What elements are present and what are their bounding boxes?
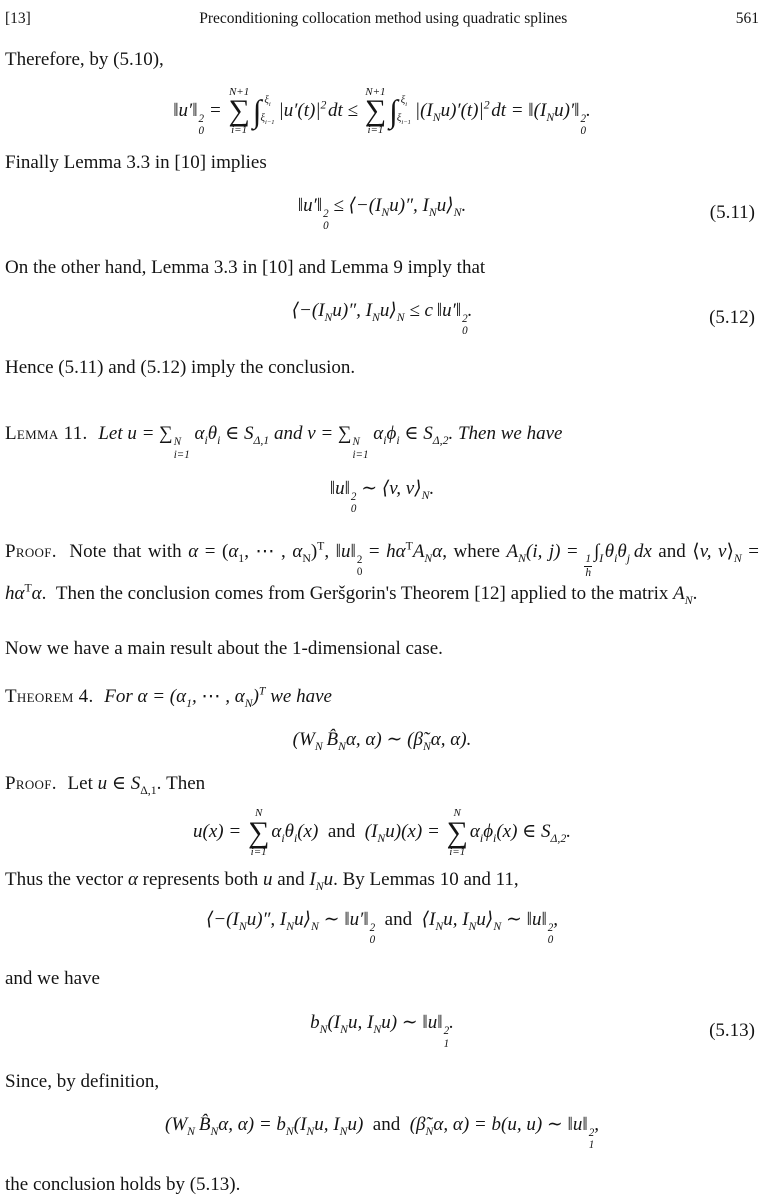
lemma-11-body: Let u = ∑ N i=1 $\alpha_i\theta_i$ ∈ $S_{\Delta,1}$ and v = ∑ N i=1 $\alpha_i\phi_i$ ∈ $S_{\Delta,2}$. Then we have (98, 423, 563, 461)
display-equation-5-13 (5, 1011, 759, 1050)
proof-label-1: Proof. (5, 540, 57, 562)
u-expansion-formula: u(x) = N ∑ i=1 $\alpha_i\theta_i(x)$ and $(I_Nu)(x)$ = N ∑ i=1 $\alpha_i\phi_i(x)$ ∈ $S_{\Delta,2}$. (193, 807, 571, 859)
header-citation-number: [13] (5, 10, 31, 27)
paragraph-now-main-result: Now we have a main result about the 1-dimensional case. (5, 637, 443, 659)
display-equation-norm-chain (5, 87, 759, 138)
proof-theorem-4-body: Let u ∈ $S_{\Delta,1}$. Then (67, 772, 206, 797)
equation-number-5-11: (5.11) (709, 202, 755, 224)
paragraph-therefore: Therefore, by (5.10), (5, 49, 164, 70)
paragraph-conclusion: the conclusion holds by (5.13). (5, 1174, 241, 1196)
page-header (5, 8, 759, 28)
equation-5-11-formula: ‖u′‖ 2 0 ≤ $⟨-(I_Nu)''$, $I_Nu⟩_N$. (297, 194, 467, 233)
paragraph-and-we-have: and we have (5, 967, 100, 989)
display-equation-theorem-4 (5, 728, 759, 752)
lemma-11-formula: ‖u‖ 2 0 ∼ ⟨v, $v⟩_N$. (329, 477, 435, 516)
display-equation-5-12 (5, 299, 759, 338)
lemmas-10-11-formula: $⟨-(I_Nu)''$, $I_Nu⟩_N$ ∼ ‖u′‖ 2 0 and $⟨I_Nu$, $I_Nu⟩_N$ ∼ ‖u‖ 2 0 , (205, 909, 559, 947)
equation-5-13-formula: $b_N(I_Nu$, $I_Nu$) ∼ ‖u‖ 2 1 . (310, 1012, 454, 1050)
display-equation-lemma-11 (5, 477, 759, 516)
paragraph-finally: Finally Lemma 3.3 in [10] implies (5, 152, 267, 174)
theorem-4-label: Theorem 4. (5, 686, 94, 708)
proof-theorem-4-intro (5, 770, 759, 799)
theorem-4-statement (5, 683, 759, 712)
paragraph-thus-vector: Thus the vector α represents both u and $I_Nu$. By Lemmas 10 and 11, (5, 868, 519, 893)
proof-lemma-11 (5, 538, 759, 609)
display-equation-u-expansion (5, 808, 759, 857)
lemma-11-label: Lemma 11. (5, 423, 88, 445)
paragraph-on-other-hand: On the other hand, Lemma 3.3 in [10] and Lemma 9 imply that (5, 257, 486, 279)
paragraph-since-by-definition: Since, by definition, (5, 1071, 160, 1092)
lemma-11-statement (5, 420, 759, 461)
equation-number-5-12: (5.12) (709, 307, 755, 329)
theorem-4-body: For $\alpha = (\alpha_1$, ⋯ , $\alpha_N)^T$ we have (104, 685, 332, 711)
paragraph-hence: Hence (5.11) and (5.12) imply the conclusion. (5, 356, 356, 378)
proof-label-2: Proof. (5, 772, 57, 794)
definition-formula: ($W_N$ $B̂_N\alpha$, $\alpha) = b_N(I_Nu$, $I_Nu$) and ($\betã_N\alpha$, α) = b(u, u) ∼ ‖u‖ 2 1 , (165, 1113, 599, 1151)
display-equation-lemmas-10-11 (5, 908, 759, 947)
equation-number-5-13: (5.13) (709, 1019, 755, 1041)
running-title: Preconditioning collocation method using quadratic splines (199, 10, 568, 27)
equation-5-12-formula: $⟨-(I_Nu)''$, $I_Nu⟩_N \le c$ ‖u′‖ 2 0 . (291, 299, 473, 338)
proof-lemma-11-body: Note that with $\alpha = (\alpha_1$, ⋯ , $\alpha_N)^T$, ‖u‖ 2 0 = $h\alpha^TA_N\alpha$, where $A_N(i$, j) = $\frac{1}{h}$ $\int_I$ $\theta_i\theta_j$ dx and ⟨v, $v⟩_N = h\alpha^T\alpha$. Then the conclusion comes from Geršgorin's Theorem [12] applied to the matrix $A_N$. (5, 539, 760, 608)
page-number: 561 (735, 10, 759, 27)
norm-chain-formula: ‖u′‖ 2 0 = N+1 ∑ i=1 ∫ $\xi_i$ $\xi_{i-1}$ $|u'(t)|^2$ dt ≤ N+1 ∑ i=1 ∫ $\xi_i$ $\xi_{i-1}$ $|(I_Nu)'(t)|^2$ dt = $‖(I_Nu)'‖$ 2 0 . (173, 85, 591, 137)
display-equation-5-11 (5, 194, 759, 233)
theorem-4-formula: ($W_N$ $B̂_N\alpha$, α) ∼ ($\betã_N\alpha$, α). (292, 728, 472, 753)
display-equation-definition (5, 1113, 759, 1152)
